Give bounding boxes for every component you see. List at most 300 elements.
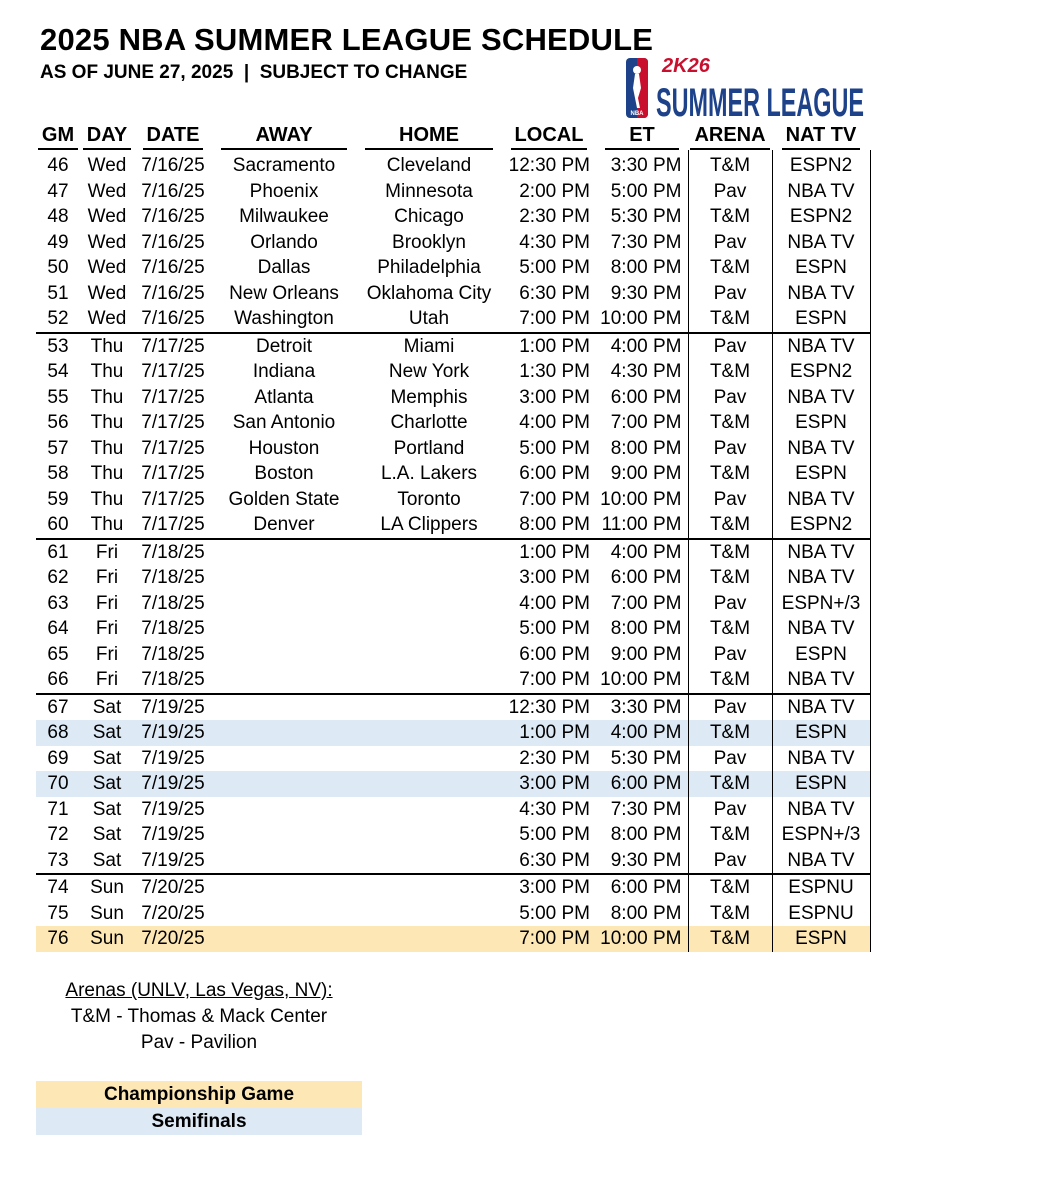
cell-local: 3:00 PM [502, 874, 596, 901]
cell-local: 6:30 PM [519, 282, 590, 304]
cell-home [356, 720, 502, 746]
cell-et: 4:00 PM [596, 539, 688, 566]
table-row [36, 512, 870, 539]
table-row [36, 385, 870, 411]
cell-date: 7/18/25 [141, 669, 205, 691]
cell-local: 1:00 PM [502, 720, 596, 746]
cell-gm: 72 [47, 824, 69, 846]
cell-away [212, 667, 356, 694]
table-row [36, 204, 870, 230]
cell-tv: ESPN+/3 [772, 822, 870, 848]
cell-et: 6:00 PM [596, 565, 688, 591]
header-date: DATE [134, 120, 212, 150]
cell-et: 5:30 PM [596, 746, 688, 772]
cell-gm: 61 [36, 539, 80, 566]
arena-key-tm: T&M - Thomas & Mack Center [70, 1006, 328, 1027]
cell-tv: ESPN+/3 [772, 591, 870, 617]
cell-local: 3:00 PM [519, 386, 590, 408]
page-subtitle: AS OF JUNE 27, 2025 | SUBJECT TO CHANGE [40, 62, 468, 83]
table-row [36, 591, 870, 617]
cell-arena: T&M [688, 901, 772, 927]
cell-away [212, 694, 356, 721]
cell-et: 9:00 PM [596, 642, 688, 668]
cell-tv: NBA TV [772, 539, 870, 566]
cell-tv: NBA TV [772, 667, 870, 694]
cell-day: Fri [95, 567, 119, 589]
table-row [36, 306, 870, 333]
cell-date: 7/19/25 [141, 849, 205, 871]
cell-et: 5:00 PM [596, 179, 688, 205]
table-row [36, 179, 870, 205]
cell-local: 7:00 PM [519, 669, 590, 691]
cell-day: Wed [87, 308, 127, 330]
cell-arena: T&M [688, 616, 772, 642]
cell-away: Boston [254, 463, 314, 485]
cell-date: 7/16/25 [141, 180, 205, 202]
cell-tv: NBA TV [772, 333, 870, 360]
cell-tv: NBA TV [772, 385, 870, 411]
cell-gm: 66 [47, 669, 69, 691]
cell-date: 7/17/25 [141, 386, 205, 408]
cell-away: San Antonio [232, 412, 336, 434]
cell-gm: 64 [47, 618, 69, 640]
cell-day: Sat [92, 798, 122, 820]
cell-local: 7:00 PM [519, 488, 590, 510]
table-row [36, 281, 870, 307]
cell-date: 7/17/25 [141, 488, 205, 510]
cell-home: Utah [408, 308, 450, 330]
cell-date: 7/16/25 [141, 231, 205, 253]
header-away: AWAY [212, 120, 356, 150]
cell-away: Milwaukee [239, 206, 329, 228]
cell-gm: 60 [47, 514, 69, 536]
legend-championship: Championship Game [36, 1081, 362, 1108]
cell-date: 7/19/25 [134, 720, 212, 746]
cell-date: 7/17/25 [141, 361, 205, 383]
cell-date: 7/16/25 [141, 257, 205, 279]
cell-gm: 48 [47, 206, 69, 228]
cell-et: 4:00 PM [596, 720, 688, 746]
cell-home [356, 539, 502, 566]
cell-date: 7/19/25 [141, 798, 205, 820]
header-local: LOCAL [502, 120, 596, 150]
cell-away [212, 565, 356, 591]
table-row [36, 746, 870, 772]
cell-local: 5:00 PM [519, 824, 590, 846]
cell-arena: T&M [688, 565, 772, 591]
cell-arena: T&M [688, 771, 772, 797]
cell-away: Golden State [228, 488, 340, 510]
header-tv: NAT TV [772, 120, 870, 150]
table-row [36, 255, 870, 281]
cell-away [212, 746, 356, 772]
cell-home: Oklahoma City [366, 282, 492, 304]
cell-day: Wed [87, 155, 127, 177]
cell-et: 7:00 PM [596, 410, 688, 436]
cell-date: 7/20/25 [134, 926, 212, 952]
table-row [36, 150, 870, 179]
cell-tv: NBA TV [772, 746, 870, 772]
cell-home: LA Clippers [380, 514, 478, 536]
cell-et: 10:00 PM [596, 487, 688, 513]
cell-home: Minnesota [385, 180, 473, 202]
table-row [36, 771, 870, 797]
summer-league-logo [622, 52, 868, 124]
cell-day: Thu [90, 412, 124, 434]
cell-arena: T&M [688, 874, 772, 901]
cell-et: 8:00 PM [596, 616, 688, 642]
cell-gm: 46 [47, 155, 69, 177]
cell-arena: T&M [688, 204, 772, 230]
cell-away [212, 539, 356, 566]
legend-semifinals: Semifinals [36, 1108, 362, 1135]
cell-local: 5:00 PM [519, 902, 590, 924]
cell-away [212, 616, 356, 642]
cell-date: 7/18/25 [141, 592, 205, 614]
cell-arena: T&M [688, 512, 772, 539]
cell-arena: T&M [688, 926, 772, 952]
header-et: ET [596, 120, 688, 150]
table-row [36, 333, 870, 360]
cell-tv: ESPN [772, 771, 870, 797]
cell-local: 7:00 PM [502, 926, 596, 952]
cell-date: 7/16/25 [141, 206, 205, 228]
cell-arena: T&M [688, 150, 772, 179]
cell-et: 9:30 PM [596, 848, 688, 875]
cell-day: Fri [95, 669, 119, 691]
cell-arena: T&M [688, 255, 772, 281]
cell-local: 5:00 PM [519, 257, 590, 279]
cell-date: 7/18/25 [141, 567, 205, 589]
cell-local: 2:30 PM [519, 206, 590, 228]
cell-et: 8:00 PM [596, 822, 688, 848]
cell-day: Wed [87, 231, 127, 253]
cell-local: 12:30 PM [508, 155, 590, 177]
cell-arena: Pav [688, 281, 772, 307]
cell-home [356, 667, 502, 694]
table-row [36, 667, 870, 694]
cell-tv: NBA TV [772, 694, 870, 721]
table-row [36, 565, 870, 591]
cell-home [356, 616, 502, 642]
cell-day: Thu [90, 437, 124, 459]
cell-et: 9:00 PM [596, 461, 688, 487]
cell-arena: Pav [688, 179, 772, 205]
cell-arena: T&M [688, 720, 772, 746]
cell-tv: ESPN [772, 255, 870, 281]
cell-tv: NBA TV [772, 565, 870, 591]
cell-home [356, 797, 502, 823]
cell-tv: ESPN2 [772, 359, 870, 385]
cell-home: Toronto [397, 488, 461, 510]
header-home: HOME [356, 120, 502, 150]
cell-day: Thu [90, 488, 124, 510]
header-day: DAY [80, 120, 134, 150]
cell-arena: Pav [688, 848, 772, 875]
cell-day: Fri [95, 643, 119, 665]
cell-gm: 74 [36, 874, 80, 901]
cell-date: 7/19/25 [134, 694, 212, 721]
cell-tv: NBA TV [772, 281, 870, 307]
table-row [36, 410, 870, 436]
cell-arena: T&M [688, 539, 772, 566]
header-gm: GM [36, 120, 80, 150]
cell-home [356, 822, 502, 848]
brand-2k26-text: 2K26 [662, 55, 710, 77]
schedule-body [36, 150, 870, 952]
cell-home: Portland [393, 437, 465, 459]
cell-tv: ESPN [772, 461, 870, 487]
cell-away [212, 848, 356, 875]
nba-logo-text: NBA [630, 111, 644, 117]
cell-et: 4:00 PM [596, 333, 688, 360]
cell-away [212, 874, 356, 901]
cell-home [356, 694, 502, 721]
cell-date: 7/18/25 [141, 618, 205, 640]
cell-gm: 63 [47, 592, 69, 614]
cell-date: 7/19/25 [141, 824, 205, 846]
cell-tv: ESPN [772, 306, 870, 333]
cell-date: 7/19/25 [141, 747, 205, 769]
table-row [36, 926, 870, 952]
cell-away [212, 901, 356, 927]
cell-arena: Pav [688, 230, 772, 256]
cell-local: 4:30 PM [519, 798, 590, 820]
cell-tv: NBA TV [772, 230, 870, 256]
table-row [36, 874, 870, 901]
cell-local: 7:00 PM [519, 308, 590, 330]
cell-home [356, 926, 502, 952]
cell-home: Miami [356, 333, 502, 360]
cell-gm: 51 [47, 282, 69, 304]
table-row [36, 694, 870, 721]
cell-home: New York [388, 361, 470, 383]
cell-day: Sat [92, 849, 122, 871]
cell-home [356, 565, 502, 591]
cell-gm: 59 [47, 488, 69, 510]
cell-date: 7/20/25 [134, 874, 212, 901]
cell-home [356, 642, 502, 668]
cell-arena: T&M [688, 667, 772, 694]
cell-home [356, 848, 502, 875]
cell-local: 2:00 PM [519, 180, 590, 202]
cell-et: 10:00 PM [596, 306, 688, 333]
cell-home: Brooklyn [392, 231, 466, 253]
cell-gm: 76 [36, 926, 80, 952]
cell-gm: 54 [47, 361, 69, 383]
cell-away: Houston [248, 437, 320, 459]
legend [36, 1081, 362, 1135]
summer-league-text: SUMMER LEAGUE [656, 81, 864, 125]
cell-local: 1:00 PM [502, 333, 596, 360]
arena-key-pav: Pav - Pavilion [140, 1032, 258, 1053]
cell-et: 8:00 PM [596, 436, 688, 462]
cell-day: Wed [87, 282, 127, 304]
cell-arena: T&M [688, 306, 772, 333]
cell-arena: Pav [688, 385, 772, 411]
cell-gm: 62 [47, 567, 69, 589]
cell-day: Thu [90, 463, 124, 485]
cell-day: Thu [80, 333, 134, 360]
cell-tv: NBA TV [772, 436, 870, 462]
arena-key-heading: Arenas (UNLV, Las Vegas, NV): [65, 980, 333, 1001]
table-row [36, 720, 870, 746]
cell-et: 3:30 PM [596, 694, 688, 721]
cell-et: 6:00 PM [596, 874, 688, 901]
cell-arena: T&M [688, 461, 772, 487]
cell-arena: Pav [688, 797, 772, 823]
cell-local: 1:00 PM [502, 539, 596, 566]
cell-gm: 71 [47, 798, 69, 820]
cell-date: 7/17/25 [141, 463, 205, 485]
cell-tv: ESPN2 [772, 204, 870, 230]
cell-away: Sacramento [232, 155, 336, 177]
cell-arena: Pav [688, 642, 772, 668]
cell-away [212, 822, 356, 848]
cell-arena: T&M [688, 822, 772, 848]
table-row [36, 901, 870, 927]
cell-home: Charlotte [390, 412, 468, 434]
cell-local: 8:00 PM [519, 514, 590, 536]
cell-arena: Pav [688, 694, 772, 721]
table-row [36, 359, 870, 385]
cell-et: 3:30 PM [596, 150, 688, 179]
cell-date: 7/16/25 [141, 308, 205, 330]
cell-date: 7/16/25 [141, 155, 205, 177]
cell-away: Dallas [257, 257, 311, 279]
cell-away: Indiana [252, 361, 316, 383]
cell-local: 6:00 PM [519, 643, 590, 665]
cell-et: 7:30 PM [596, 230, 688, 256]
cell-tv: NBA TV [772, 797, 870, 823]
cell-date: 7/19/25 [134, 771, 212, 797]
cell-arena: T&M [688, 359, 772, 385]
schedule-table [36, 120, 871, 952]
cell-local: 3:00 PM [502, 771, 596, 797]
cell-gm: 67 [36, 694, 80, 721]
cell-tv: NBA TV [772, 487, 870, 513]
cell-local: 3:00 PM [519, 567, 590, 589]
cell-day: Thu [90, 361, 124, 383]
cell-tv: NBA TV [772, 616, 870, 642]
cell-et: 7:30 PM [596, 797, 688, 823]
cell-gm: 53 [36, 333, 80, 360]
cell-gm: 52 [47, 308, 69, 330]
cell-gm: 47 [47, 180, 69, 202]
cell-date: 7/18/25 [141, 643, 205, 665]
cell-day: Thu [90, 514, 124, 536]
cell-tv: ESPN [772, 720, 870, 746]
cell-et: 10:00 PM [596, 667, 688, 694]
cell-day: Fri [95, 592, 119, 614]
cell-day: Wed [87, 206, 127, 228]
cell-away [212, 771, 356, 797]
cell-et: 9:30 PM [596, 281, 688, 307]
cell-arena: Pav [688, 333, 772, 360]
cell-date: 7/17/25 [141, 514, 205, 536]
cell-et: 11:00 PM [596, 512, 688, 539]
cell-away: Denver [253, 514, 315, 536]
cell-day: Thu [90, 386, 124, 408]
table-row [36, 487, 870, 513]
table-row [36, 539, 870, 566]
cell-day: Sat [80, 720, 134, 746]
page-title: 2025 NBA SUMMER LEAGUE SCHEDULE [40, 22, 654, 57]
header-arena: ARENA [688, 120, 772, 150]
cell-day: Sat [80, 694, 134, 721]
table-row [36, 822, 870, 848]
cell-et: 8:00 PM [596, 255, 688, 281]
table-row [36, 797, 870, 823]
cell-local: 4:30 PM [519, 231, 590, 253]
cell-day: Sun [80, 874, 134, 901]
cell-et: 8:00 PM [596, 901, 688, 927]
cell-day: Wed [87, 257, 127, 279]
cell-home: L.A. Lakers [380, 463, 478, 485]
table-row [36, 436, 870, 462]
cell-date: 7/18/25 [134, 539, 212, 566]
table-row [36, 616, 870, 642]
cell-away: Orlando [250, 231, 318, 253]
cell-local: 2:30 PM [519, 747, 590, 769]
cell-et: 6:00 PM [596, 771, 688, 797]
cell-gm: 55 [47, 386, 69, 408]
cell-away: Phoenix [249, 180, 319, 202]
cell-away [212, 720, 356, 746]
cell-arena: Pav [688, 746, 772, 772]
cell-away [212, 642, 356, 668]
cell-day: Fri [95, 618, 119, 640]
cell-local: 4:00 PM [519, 412, 590, 434]
cell-home: Cleveland [386, 155, 472, 177]
cell-gm: 57 [47, 437, 69, 459]
cell-away: New Orleans [229, 282, 339, 304]
cell-away [212, 591, 356, 617]
cell-date: 7/17/25 [141, 437, 205, 459]
cell-date: 7/17/25 [134, 333, 212, 360]
cell-date: 7/16/25 [141, 282, 205, 304]
table-row [36, 230, 870, 256]
table-row [36, 642, 870, 668]
cell-day: Sat [92, 824, 122, 846]
cell-gm: 49 [47, 231, 69, 253]
cell-home: Chicago [394, 206, 464, 228]
cell-local: 6:30 PM [519, 849, 590, 871]
cell-gm: 58 [47, 463, 69, 485]
cell-gm: 73 [47, 849, 69, 871]
cell-home [356, 874, 502, 901]
cell-away: Washington [234, 308, 334, 330]
cell-date: 7/17/25 [141, 412, 205, 434]
cell-home: Philadelphia [377, 257, 481, 279]
cell-gm: 56 [47, 412, 69, 434]
cell-et: 6:00 PM [596, 385, 688, 411]
arena-key [36, 978, 362, 1056]
table-row [36, 461, 870, 487]
cell-home [356, 901, 502, 927]
cell-local: 4:00 PM [519, 592, 590, 614]
cell-date: 7/20/25 [141, 902, 205, 924]
cell-tv: ESPN [772, 642, 870, 668]
cell-gm: 69 [47, 747, 69, 769]
cell-arena: Pav [688, 591, 772, 617]
cell-gm: 65 [47, 643, 69, 665]
cell-arena: Pav [688, 436, 772, 462]
cell-gm: 68 [36, 720, 80, 746]
cell-local: 5:00 PM [519, 618, 590, 640]
cell-away [212, 797, 356, 823]
cell-tv: NBA TV [772, 179, 870, 205]
